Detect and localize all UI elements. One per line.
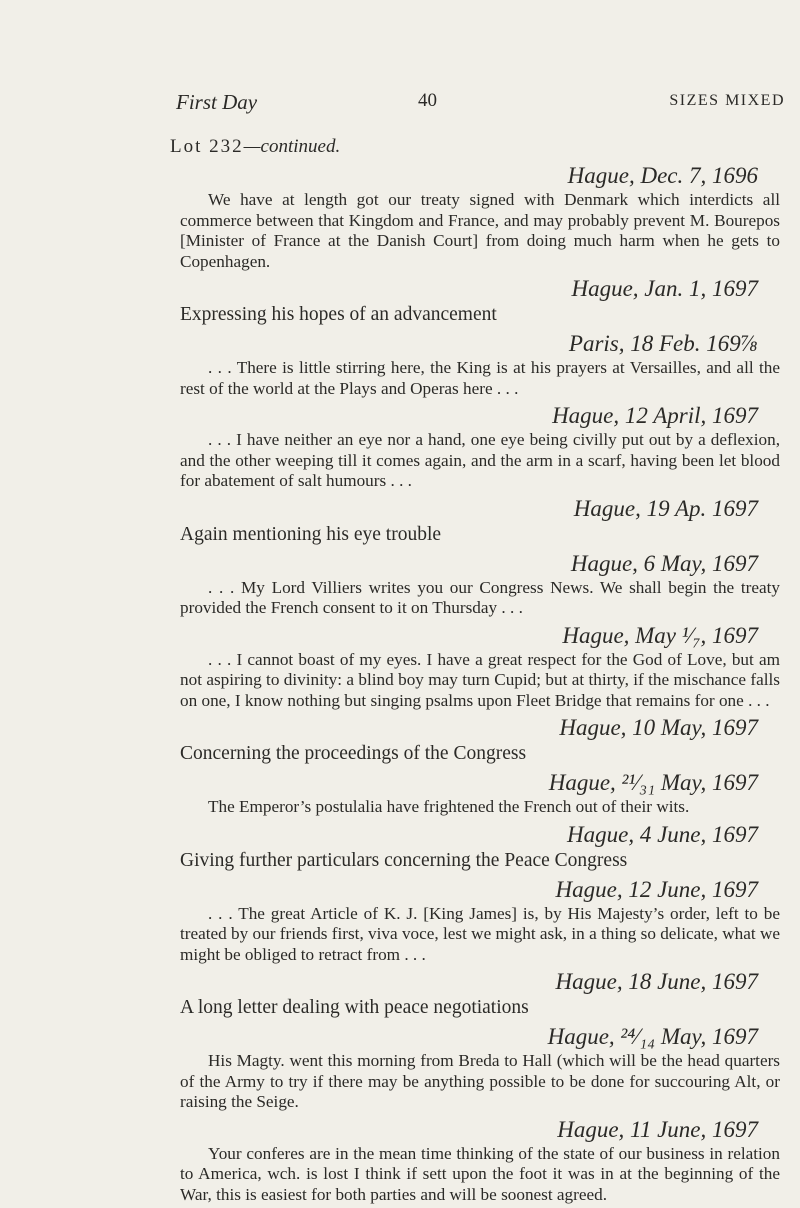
letter-date: Hague, May ¹⁄₇, 1697 bbox=[562, 622, 758, 648]
letter-entry bbox=[180, 1023, 780, 1113]
letter-excerpt: . . . I cannot boast of my eyes. I have a great respect for the God of Love, but am not aspiring to divinity: a blind boy may turn Cupid; but at thirty, if the mischance falls on one, I know nothing but singing psalms upon Fleet Bridge that remains for one . . . bbox=[180, 649, 780, 710]
letter-summary: Expressing his hopes of an advancement bbox=[180, 304, 497, 325]
letter-summary: Giving further particulars concerning the Peace Congress bbox=[180, 849, 628, 871]
letter-date: Hague, 19 Ap. 1697 bbox=[573, 495, 758, 521]
letter-entry bbox=[180, 162, 780, 272]
letter-date: Hague, 6 May, 1697 bbox=[570, 550, 758, 576]
letter-entry bbox=[180, 769, 780, 818]
letter-excerpt: His Magty. went this morning from Breda to Hall (which will be the head quarters of the Army to try if there may be anything possible to be done for succouring Alt, or raising the Seige. bbox=[180, 1051, 780, 1111]
page-number: 40 bbox=[418, 90, 437, 111]
letter-date: Hague, Dec. 7, 1696 bbox=[567, 163, 758, 188]
letter-entry bbox=[180, 330, 780, 399]
letter-entry bbox=[180, 402, 780, 492]
letter-summary: A long letter dealing with peace negotiations bbox=[180, 997, 529, 1018]
letter-date: Hague, 4 June, 1697 bbox=[567, 821, 758, 847]
letter-entry bbox=[180, 714, 780, 766]
day-heading: First Day bbox=[176, 90, 258, 114]
letter-entry bbox=[180, 622, 780, 712]
letter-excerpt: . . . There is little stirring here, the King is at his prayers at Versailles, and all the rest of the world at the Plays and Operas here . . . bbox=[180, 358, 780, 398]
letter-date: Paris, 18 Feb. 169⅞ bbox=[568, 331, 758, 356]
letter-summary: Concerning the proceedings of the Congress bbox=[180, 743, 527, 764]
lot-continued: —continued. bbox=[243, 136, 341, 157]
letter-date: Hague, 11 June, 1697 bbox=[557, 1116, 758, 1142]
letter-entry bbox=[180, 495, 780, 547]
letter-date: Hague, 12 April, 1697 bbox=[552, 403, 758, 428]
letter-excerpt: The Emperor’s postulalia have frightened the French out of their wits. bbox=[208, 797, 690, 816]
letter-entry bbox=[180, 968, 780, 1020]
letter-date: Hague, 12 June, 1697 bbox=[555, 876, 758, 902]
letter-excerpt: . . . The great Article of K. J. [King James] is, by His Majesty’s order, left to be treated by our friends first, viva voce, lest we might ask, in a thing so delicate, what we might be obliged to retract from . . . bbox=[180, 903, 780, 964]
page-header bbox=[176, 90, 785, 116]
letter-excerpt: We have at length got our treaty signed with Denmark which interdicts all commerce between that Kingdom and France, and may probably prevent M. Bourepos [Minister of France at the Danish Court] from doing much harm when he gets to Copenhagen. bbox=[180, 190, 780, 271]
lot-heading bbox=[170, 136, 340, 158]
letter-summary: Again mentioning his eye trouble bbox=[180, 523, 442, 545]
letters-list bbox=[180, 160, 780, 1208]
letter-entry bbox=[180, 821, 780, 873]
letter-excerpt: . . . My Lord Villiers writes you our Congress News. We shall begin the treaty provided the French consent to it on Thursday . . . bbox=[180, 577, 780, 617]
letter-date: Hague, ²¹⁄₃₁ May, 1697 bbox=[548, 770, 758, 795]
lot-label: Lot 232 bbox=[170, 136, 244, 157]
letter-date: Hague, 10 May, 1697 bbox=[559, 715, 758, 740]
letter-date: Hague, 18 June, 1697 bbox=[555, 969, 758, 994]
letter-excerpt: . . . I have neither an eye nor a hand, one eye being civilly put out by a deflexion, and the other weeping till it comes again, and the arm in a scarf, having been let blood for abatement of salt humours . . . bbox=[180, 430, 780, 490]
sizes-label: SIZES MIXED bbox=[669, 92, 785, 109]
letter-excerpt: Your conferes are in the mean time thinking of the state of our business in relation to America, wch. is lost I think if sett upon the foot it was in at the beginning of the War, this is easiest for both parties and will be soonest agreed. bbox=[180, 1143, 780, 1204]
letter-date: Hague, ²⁴⁄₁₄ May, 1697 bbox=[547, 1024, 758, 1049]
letter-entry bbox=[180, 876, 780, 966]
letter-entry bbox=[180, 275, 780, 327]
letter-entry bbox=[180, 1116, 780, 1206]
letter-date: Hague, Jan. 1, 1697 bbox=[571, 276, 758, 301]
letter-entry bbox=[180, 550, 780, 619]
